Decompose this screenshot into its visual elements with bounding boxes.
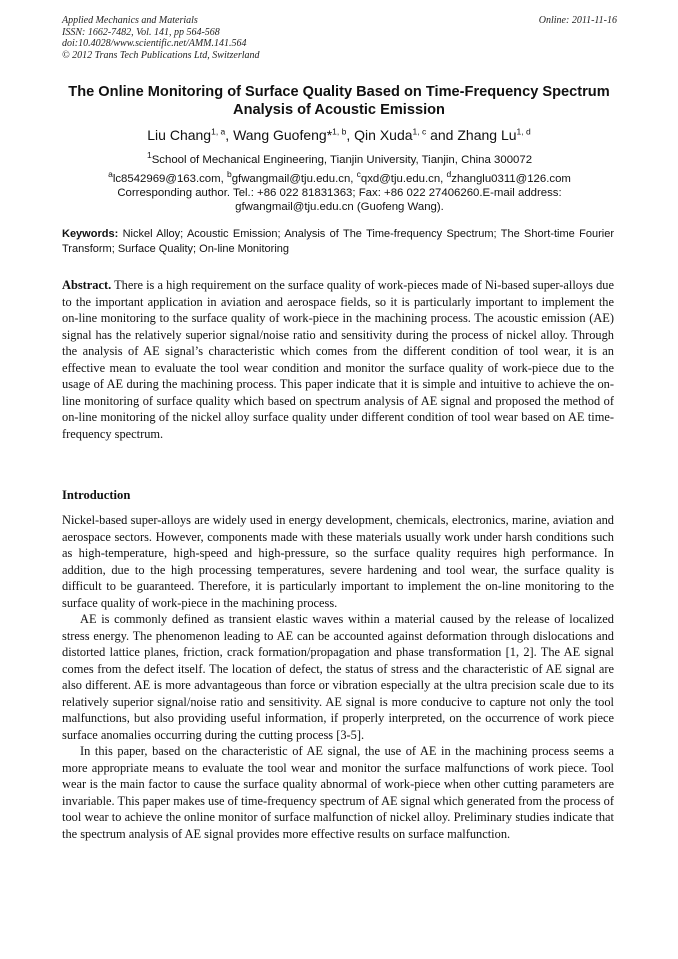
author-list <box>40 122 638 144</box>
journal-header <box>62 15 617 61</box>
paper-title: The Online Monitoring of Surface Quality Based on Time-Frequency Spectrum Analysis of Acoustic Emission <box>68 84 610 118</box>
author: Liu Chang$^{1, a}$, <box>147 126 234 143</box>
doi-line: doi:10.4028/www.scientific.net/AMM.141.564 <box>62 38 247 49</box>
journal-name: Applied Mechanics and Materials <box>62 15 198 26</box>
author: Wang Guofeng*$^{1, b}$, <box>233 126 355 143</box>
paragraph: In this paper, based on the characteristic of AE signal, the use of AE in the machining process seems a more appropriate means to evaluate the tool wear and monitor the surface malfunctions of work piece. Tool wear is the main factor to cause the surface quality abnormal of work-piece when other cutting parameters are invariable. This paper makes use of time-frequency spectrum of AE signal which generated from the process of tool wear to achieve the online monitor of surface malfunction of nickel alloy. Preliminary studies indicate that the spectrum analysis of AE signal provides more effective results on surface malfunction. <box>62 744 614 841</box>
issn-line: ISSN: 1662-7482, Vol. 141, pp 564-568 <box>62 26 220 38</box>
online-date: Online: 2011-11-16 <box>538 15 617 26</box>
abstract <box>62 277 614 442</box>
email-line: $^a$lc8542969@163.com, $^b$gfwangmail@tju.edu.cn, $^c$qxd@tju.edu.cn, $^d$zhanglu0311@126.com <box>108 169 571 185</box>
keywords-text: Nickel Alloy; Acoustic Emission; Analysis of The Time-frequency Spectrum; The Short-time Fourier Transform; Surface Quality; On-line Monitoring <box>62 228 614 255</box>
keywords-label: Keywords: <box>62 228 119 240</box>
paragraph: Nickel-based super-alloys are widely used in energy development, chemicals, electronics, marine, aviation and aerospace sectors. However, components made with these materials usually work under harsh conditions such as high-temperature, high-speed and high-pressure, so the surface quality requires high performance. In addition, due to the high processing temperatures, severe hardening and tool wear, the surface quality is difficult to be guaranteed. Therefore, it is particularly important to implement the on-line monitoring to the surface quality of work-piece in the machining process. <box>62 513 614 610</box>
paragraph: AE is commonly defined as transient elastic waves within a material caused by the release of localized stress energy. The phenomenon leading to AE can be accounted against deformation through dislocations and distorted lattice planes, friction, crack formation/propagation and phase transformation [1, 2]. The AE signal comes from the defect itself. The location of defect, the status of stress and the characteristic of AE signal are also different. AE is more advantageous than force or vibration especially at the ultra precision scale due to its relatively superior signal/noise ratio and sensitivity. AE signal is more conducive to capture not only the tool malfunctions, but also providing useful information, if properly interpreted, on the occurrence of work piece surface anomalies occurring during the cutting process [3-5]. <box>62 612 614 742</box>
correspondence-line: Corresponding author. Tel.: +86 022 81831363; Fax: +86 022 27406260.E-mail address: gfwangmail@tju.edu.cn (Guofeng Wang). <box>117 187 562 214</box>
copyright-line: © 2012 Trans Tech Publications Ltd, Switzerland <box>62 49 260 61</box>
abstract-label: Abstract. <box>62 278 112 292</box>
author: Zhang Lu$^{1, d}$ <box>457 126 531 143</box>
keywords <box>62 227 614 257</box>
introduction-body <box>62 512 614 842</box>
introduction-heading: Introduction <box>62 488 131 502</box>
affiliation-line: $^1$School of Mechanical Engineering, Tianjin University, Tianjin, China 300072 <box>146 150 533 166</box>
author: Qin Xuda$^{1, c}$ and <box>354 126 458 143</box>
abstract-text: There is a high requirement on the surface quality of work-pieces made of Ni-based super-alloys due to the important application in aviation and aerospace fields, so it is particularly important to implement the on-line monitoring to the surface quality of work-piece in the machining process. The acoustic emission (AE) signal has the relatively superior signal/noise ratio and sensitivity during the process of nickel alloy. Through the analysis of AE signal’s characteristic which comes from the different condition of tool wear, it is an effective mean to evaluate the tool wear condition and monitor the surface quality of work-piece due to the usage of AE during the machining process. This paper indicate that it is simple and intuitive to achieve the on-line monitoring of surface quality which based on spectrum analysis of AE signal and proposed the method of on-line monitoring of the nickel alloy surface quality under different condition of tool wear based on AE time-frequency spectrum. <box>62 278 614 441</box>
affiliation-block <box>62 148 617 214</box>
